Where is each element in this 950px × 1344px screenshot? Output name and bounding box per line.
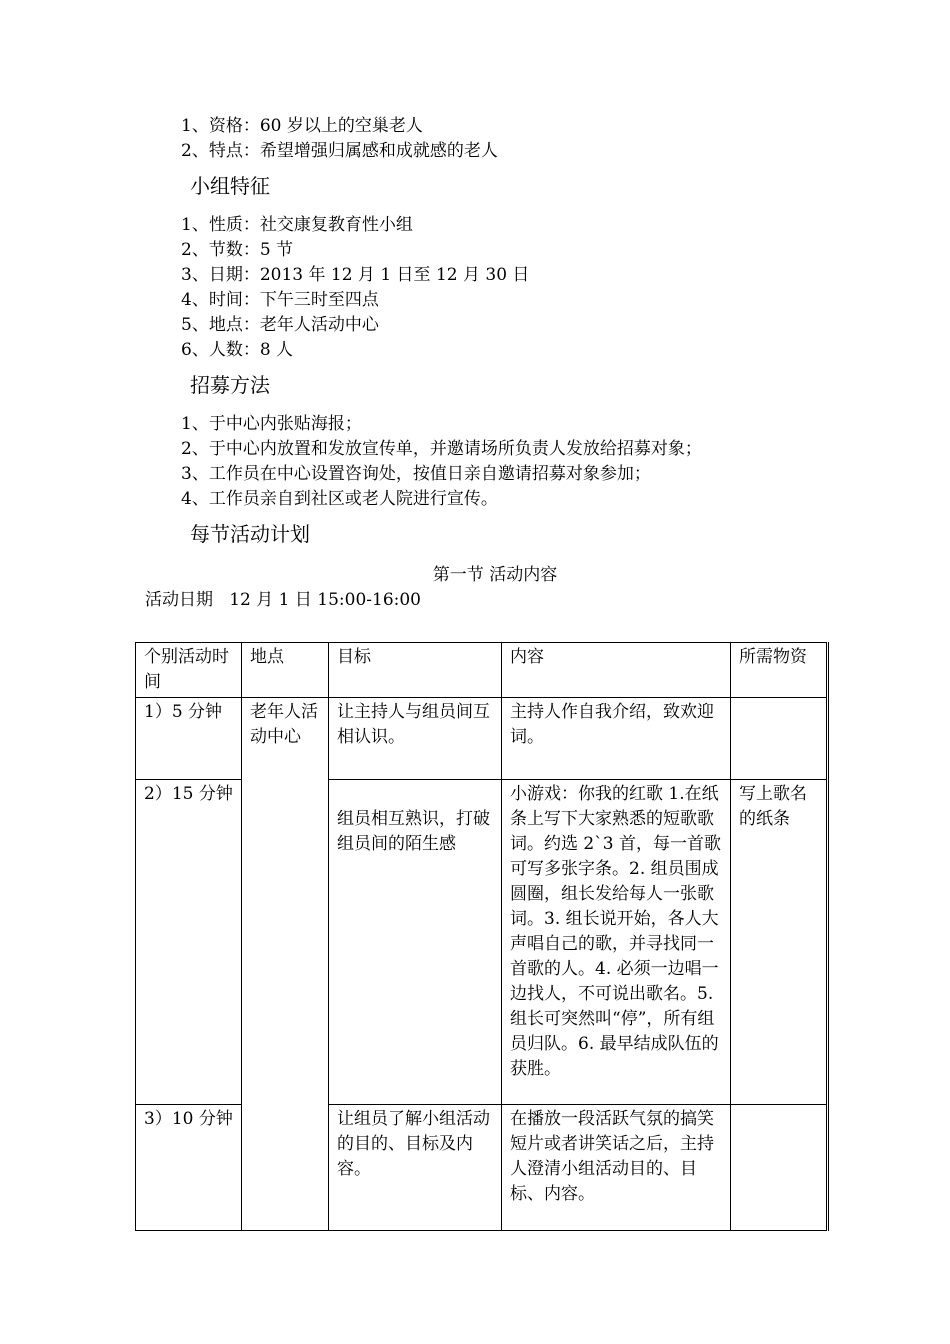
row-goal: 让组员了解小组活动的目的、目标及内容。 xyxy=(329,1105,502,1231)
row-materials xyxy=(731,1105,828,1231)
row-content: 主持人作自我介绍，致欢迎词。 xyxy=(502,698,731,780)
activity-table xyxy=(135,642,829,1231)
section-heading-plan: 每节活动计划 xyxy=(190,522,310,546)
row-materials: 写上歌名的纸条 xyxy=(731,780,828,1105)
session-title: 第一节 活动内容 xyxy=(432,565,558,585)
recruit-line-2: 2、于中心内放置和发放宣传单，并邀请场所负责人发放给招募对象； xyxy=(181,439,702,459)
row-time: 1）5 分钟 xyxy=(136,698,242,780)
table-header-row xyxy=(136,643,828,698)
table-row xyxy=(136,780,828,1105)
row-goal: 让主持人与组员间互相认识。 xyxy=(329,698,502,780)
recruit-line-4: 4、工作员亲自到社区或老人院进行宣传。 xyxy=(181,489,498,509)
row-location: 老年人活动中心 xyxy=(242,698,329,1231)
intro-line-characteristics: 2、特点：希望增强归属感和成就感的老人 xyxy=(181,141,498,161)
session-date: 活动日期 12 月 1 日 15:00-16:00 xyxy=(145,590,422,610)
table-row xyxy=(136,698,828,780)
row-goal: 组员相互熟识，打破组员间的陌生感 xyxy=(329,780,502,1105)
feature-line-time: 4、时间：下午三时至四点 xyxy=(181,290,379,310)
feature-line-dates: 3、日期：2013 年 12 月 1 日至 12 月 30 日 xyxy=(181,265,530,285)
feature-line-place: 5、地点：老年人活动中心 xyxy=(181,315,379,335)
feature-line-sessions: 2、节数：5 节 xyxy=(181,240,294,260)
row-content: 在播放一段活跃气氛的搞笑短片或者讲笑话之后，主持人澄清小组活动目的、目标、内容。 xyxy=(502,1105,731,1231)
row-time: 2）15 分钟 xyxy=(136,780,242,1105)
intro-line-qualification: 1、资格：60 岁以上的空巢老人 xyxy=(181,116,423,136)
table-row xyxy=(136,1105,828,1231)
recruit-line-1: 1、于中心内张贴海报； xyxy=(181,414,362,434)
feature-line-headcount: 6、人数：8 人 xyxy=(181,340,294,360)
header-time: 个别活动时间 xyxy=(136,643,242,698)
row-content: 小游戏：你我的红歌 1.在纸条上写下大家熟悉的短歌歌词。约选 2`3 首，每一首歌可写多张字条。2. 组员围成圆圈，组长发给每人一张歌词。3. 组长说开始，各人大声唱自己的歌，并寻找同一首歌的人。4. 必须一边唱一边找人，不可说出歌名。5. 组长可突然叫“停”，所有组员归队。6. 最早结成队伍的获胜。 xyxy=(502,780,731,1105)
section-heading-group-features: 小组特征 xyxy=(190,174,270,198)
header-location: 地点 xyxy=(242,643,329,698)
row-materials xyxy=(731,698,828,780)
header-materials: 所需物资 xyxy=(731,643,828,698)
recruit-line-3: 3、工作员在中心设置咨询处，按值日亲自邀请招募对象参加； xyxy=(181,464,651,484)
feature-line-nature: 1、性质：社交康复教育性小组 xyxy=(181,215,413,235)
section-heading-recruitment: 招募方法 xyxy=(190,373,270,397)
header-content: 内容 xyxy=(502,643,731,698)
header-goal: 目标 xyxy=(329,643,502,698)
row-time: 3）10 分钟 xyxy=(136,1105,242,1231)
